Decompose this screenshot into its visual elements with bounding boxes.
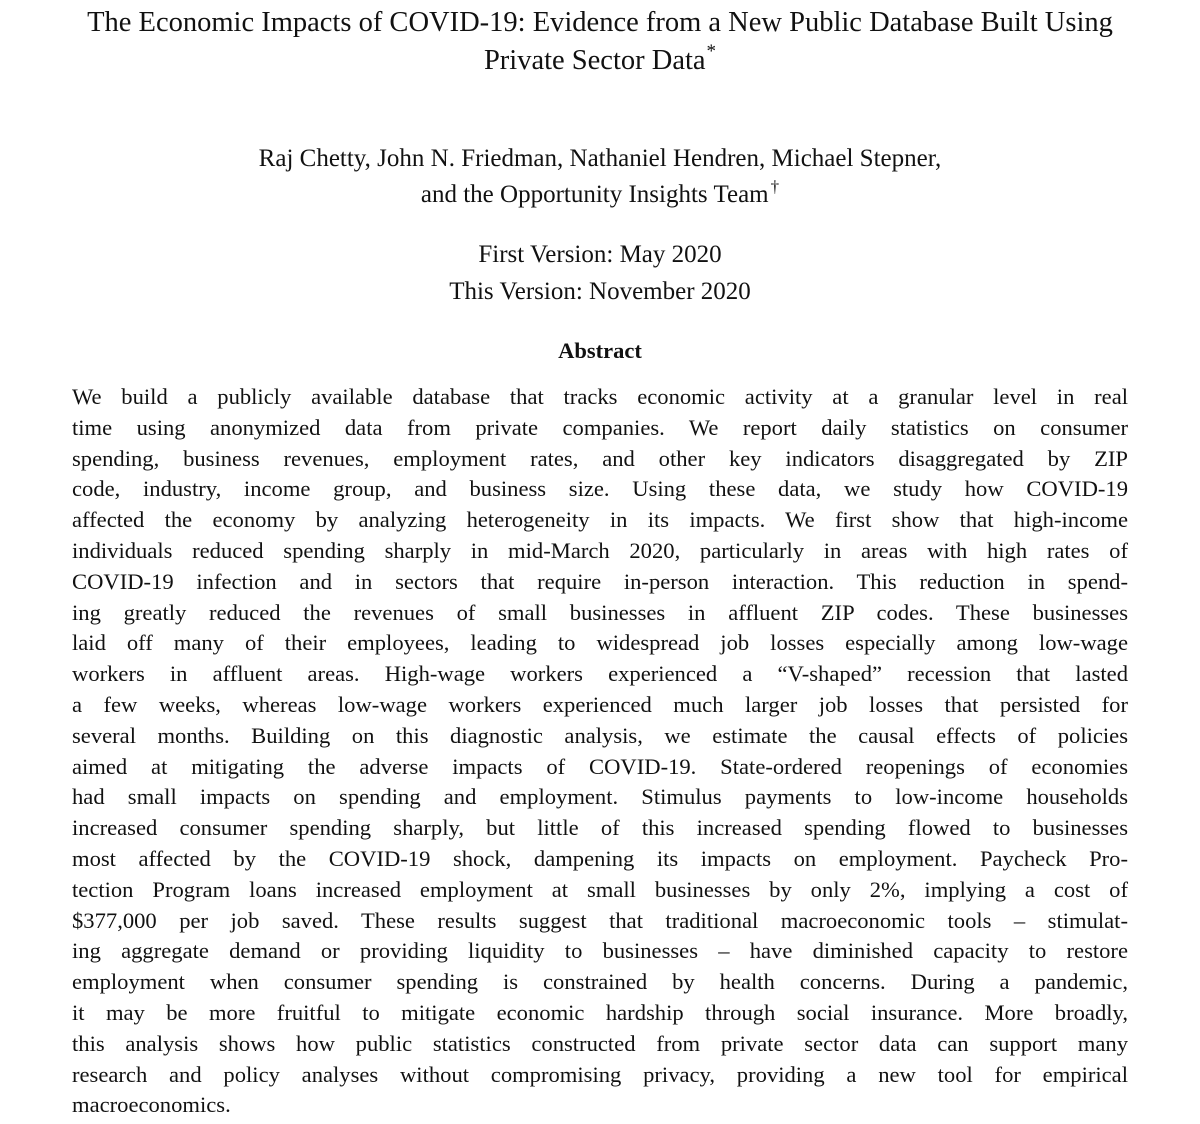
abstract-line: increased consumer spending sharply, but little of this increased spending flowed to businesses xyxy=(72,815,1128,841)
abstract-line: several months. Building on this diagnostic analysis, we estimate the causal effects of policies xyxy=(72,722,1128,748)
abstract-line: had small impacts on spending and employment. Stimulus payments to low-income households xyxy=(72,784,1128,810)
abstract-line: spending, business revenues, employment rates, and other key indicators disaggregated by ZIP xyxy=(72,445,1128,471)
abstract-line: COVID-19 infection and in sectors that require in-person interaction. This reduction in spend- xyxy=(72,568,1128,594)
abstract-line: aimed at mitigating the adverse impacts of COVID-19. State-ordered reopenings of economies xyxy=(72,753,1128,779)
version-info xyxy=(0,236,1200,310)
paper-title-line-2: Private Sector Data xyxy=(483,45,706,76)
this-version: This Version: November 2020 xyxy=(449,278,751,305)
abstract-heading: Abstract xyxy=(558,338,642,363)
abstract-line: macroeconomics. xyxy=(72,1092,231,1118)
title-footnote-mark[interactable]: * xyxy=(706,41,717,62)
authors-footnote-mark[interactable]: † xyxy=(770,177,780,196)
abstract-line: employment when consumer spending is constrained by health concerns. During a pandemic, xyxy=(72,969,1128,995)
abstract-line: tection Program loans increased employment at small businesses by only 2%, implying a cost of xyxy=(72,876,1128,902)
abstract-body xyxy=(72,382,1128,1121)
abstract-line: individuals reduced spending sharply in mid-March 2020, particularly in areas with high rates of xyxy=(72,537,1128,563)
paper-title xyxy=(0,4,1200,83)
abstract-line: affected the economy by analyzing heterogeneity in its impacts. We first show that high-income xyxy=(72,507,1128,533)
authors-line-1: Raj Chetty, John N. Friedman, Nathaniel Hendren, Michael Stepner, xyxy=(258,145,942,172)
abstract-line: $377,000 per job saved. These results suggest that traditional macroeconomic tools – stimulat- xyxy=(72,907,1128,933)
abstract-line: code, industry, income group, and business size. Using these data, we study how COVID-19 xyxy=(72,476,1128,502)
abstract-line: We build a publicly available database that tracks economic activity at a granular level in real xyxy=(72,384,1128,409)
abstract-line: laid off many of their employees, leading to widespread job losses especially among low-wage xyxy=(72,630,1128,656)
abstract-line: ing aggregate demand or providing liquidity to businesses – have diminished capacity to restore xyxy=(72,938,1128,964)
abstract-line: ing greatly reduced the revenues of small businesses in affluent ZIP codes. These businesses xyxy=(72,599,1128,625)
paper-title-line-1: The Economic Impacts of COVID-19: Evidence from a New Public Database Built Using xyxy=(87,7,1113,38)
author-list xyxy=(0,141,1200,215)
abstract-line: a few weeks, whereas low-wage workers experienced much larger job losses that persisted for xyxy=(72,691,1128,717)
authors-line-2: and the Opportunity Insights Team xyxy=(420,181,769,208)
abstract-line: workers in affluent areas. High-wage workers experienced a “V-shaped” recession that lasted xyxy=(72,661,1128,687)
abstract-line: it may be more fruitful to mitigate economic hardship through social insurance. More broadly, xyxy=(72,999,1128,1025)
abstract-line: this analysis shows how public statistics constructed from private sector data can support many xyxy=(72,1030,1128,1056)
first-version: First Version: May 2020 xyxy=(478,241,722,268)
abstract-line: time using anonymized data from private companies. We report daily statistics on consumer xyxy=(72,414,1128,440)
abstract-line: research and policy analyses without compromising privacy, providing a new tool for empirical xyxy=(72,1061,1128,1087)
abstract-line: most affected by the COVID-19 shock, dampening its impacts on employment. Paycheck Pro- xyxy=(72,845,1128,871)
